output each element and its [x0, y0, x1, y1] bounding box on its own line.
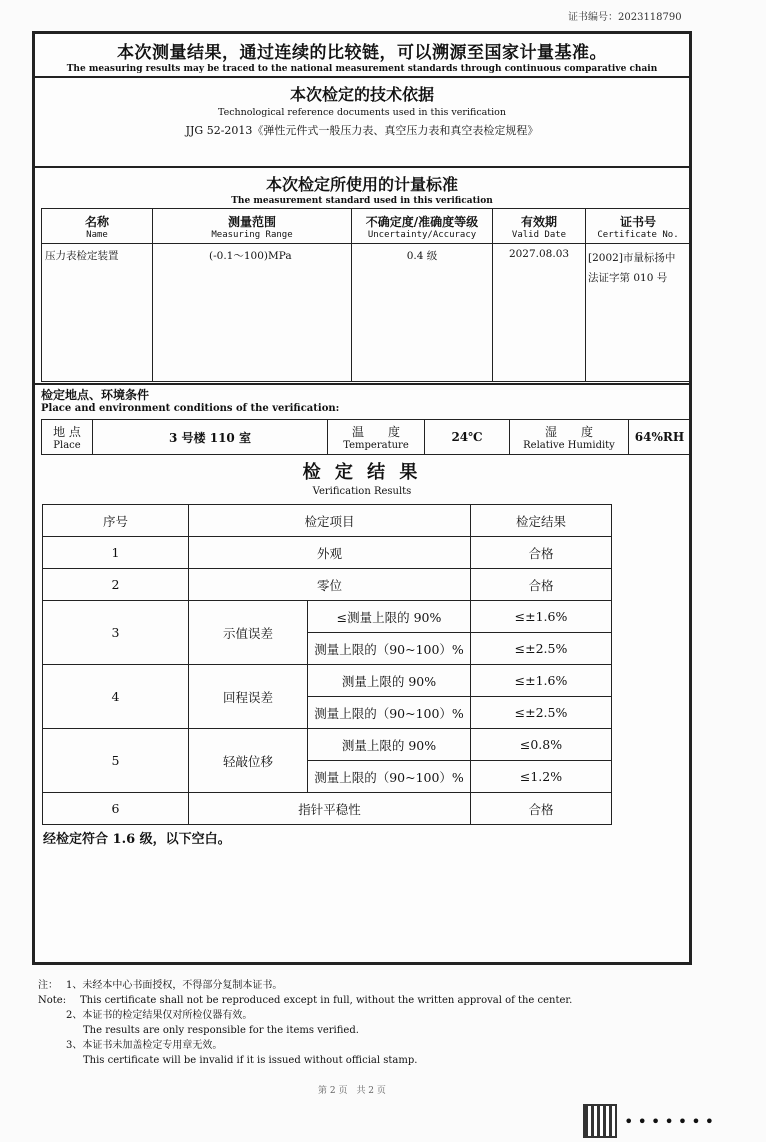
results-table: [42, 504, 612, 825]
row-item: 示值误差: [189, 601, 308, 665]
certificate-frame: [32, 31, 692, 965]
row-item: 回程误差: [189, 665, 308, 729]
header-certificate: 证书号 Certificate No.: [586, 209, 691, 244]
humidity-value: 64%RH: [629, 420, 691, 455]
dots-decoration: •••••••: [624, 1112, 719, 1131]
note-2-en: The results are only responsible for the items verified.: [83, 1025, 359, 1036]
row-item: 零位: [189, 569, 471, 601]
row-subitem: 测量上限的（90~100）%: [308, 697, 471, 729]
divider: [35, 383, 689, 385]
row-item: 轻敲位移: [189, 729, 308, 793]
notes-label-en: Note:: [38, 995, 67, 1006]
standard-valid-date: 2027.08.03: [493, 244, 586, 382]
divider: [35, 76, 689, 78]
table-row: [43, 537, 612, 569]
header-no: 序号: [43, 505, 189, 537]
traceability-section: [35, 38, 689, 74]
place-label: 地 点 Place: [42, 420, 93, 455]
row-no: 5: [43, 729, 189, 793]
row-subitem: 测量上限的（90~100）%: [308, 761, 471, 793]
row-result: 合格: [471, 793, 612, 825]
standard-table: [41, 208, 691, 382]
row-item: 指针平稳性: [189, 793, 471, 825]
note-2-cn: 2、本证书的检定结果仅对所检仪器有效。: [66, 1010, 253, 1021]
row-no: 6: [43, 793, 189, 825]
standard-range: (-0.1～100)MPa: [153, 244, 352, 382]
table-row: [43, 665, 612, 697]
row-result: 合格: [471, 569, 612, 601]
row-result: 合格: [471, 537, 612, 569]
page-number: 第 2 页 共 2 页: [318, 1086, 386, 1096]
tech-basis-document: JJG 52-2013《弹性元件式一般压力表、真空压力表和真空表检定规程》: [185, 124, 539, 137]
row-subitem: 测量上限的（90~100）%: [308, 633, 471, 665]
row-subitem: 测量上限的 90%: [308, 665, 471, 697]
header-valid-date: 有效期 Valid Date: [493, 209, 586, 244]
row-result: ≤±2.5%: [471, 633, 612, 665]
standard-certificate: [586, 244, 691, 382]
row-subitem: ≤测量上限的 90%: [308, 601, 471, 633]
standard-data-row: [42, 244, 691, 382]
note-3-cn: 3、本证书未加盖检定专用章无效。: [66, 1040, 223, 1051]
header-accuracy: 不确定度/准确度等级 Uncertainty/Accuracy: [352, 209, 493, 244]
row-no: 1: [43, 537, 189, 569]
standard-cert-line2: 法证字第 010 号: [588, 272, 668, 284]
row-result: ≤±1.6%: [471, 601, 612, 633]
conclusion: 经检定符合 1.6 级，以下空白。: [43, 832, 231, 847]
row-no: 2: [43, 569, 189, 601]
environment-table: [41, 419, 691, 455]
row-result: ≤±2.5%: [471, 697, 612, 729]
traceability-en: The measuring results may be traced to the national measurement standards through continuous comparative chain: [66, 64, 658, 74]
note-3-en: This certificate will be invalid if it is issued without official stamp.: [83, 1055, 418, 1066]
environment-title-cn: 检定地点、环境条件: [41, 388, 150, 402]
humidity-label: 湿 度 Relative Humidity: [510, 420, 629, 455]
standard-header-row: [42, 209, 691, 244]
results-header-row: [43, 505, 612, 537]
table-row: [43, 793, 612, 825]
results-section: [35, 458, 689, 497]
row-result: ≤1.2%: [471, 761, 612, 793]
environment-title-en: Place and environment conditions of the verification:: [41, 403, 340, 414]
standard-name: 压力表检定装置: [42, 244, 153, 382]
tech-basis-section: [35, 82, 689, 138]
results-title-cn: 检 定 结 果: [302, 462, 422, 483]
place-value: 3 号楼 110 室: [93, 420, 328, 455]
header-range: 测量范围 Measuring Range: [153, 209, 352, 244]
tech-basis-title-en: Technological reference documents used in this verification: [217, 107, 506, 118]
row-item: 外观: [189, 537, 471, 569]
standard-section: [35, 172, 689, 206]
standard-title-en: The measurement standard used in this verification: [231, 196, 493, 206]
row-subitem: 测量上限的 90%: [308, 729, 471, 761]
row-result: ≤0.8%: [471, 729, 612, 761]
row-no: 4: [43, 665, 189, 729]
row-no: 3: [43, 601, 189, 665]
qr-code-icon: [583, 1104, 617, 1138]
header-result: 检定结果: [471, 505, 612, 537]
header-item: 检定项目: [189, 505, 471, 537]
results-title-en: Verification Results: [312, 486, 412, 497]
note-1-cn: 1、未经本中心书面授权，不得部分复制本证书。: [66, 980, 283, 991]
environment-row: [42, 420, 691, 455]
table-row: [43, 569, 612, 601]
certificate-number: 证书编号：2023118790: [568, 12, 682, 23]
row-result: ≤±1.6%: [471, 665, 612, 697]
traceability-cn: 本次测量结果，通过连续的比较链，可以溯源至国家计量基准。: [117, 43, 607, 63]
standard-accuracy: 0.4 级: [352, 244, 493, 382]
header-name: 名称 Name: [42, 209, 153, 244]
table-row: [43, 601, 612, 633]
notes-label-cn: 注：: [38, 980, 58, 991]
temperature-value: 24℃: [425, 420, 510, 455]
temperature-label: 温 度 Temperature: [328, 420, 425, 455]
note-1-en: This certificate shall not be reproduced except in full, without the written approval of the center.: [80, 995, 573, 1006]
standard-cert-line1: [2002]市量标扬中: [588, 252, 676, 264]
divider: [35, 166, 689, 168]
standard-title-cn: 本次检定所使用的计量标准: [265, 175, 458, 194]
notes-section: [38, 978, 573, 1068]
tech-basis-title-cn: 本次检定的技术依据: [289, 85, 434, 104]
table-row: [43, 729, 612, 761]
environment-section: [35, 386, 689, 414]
